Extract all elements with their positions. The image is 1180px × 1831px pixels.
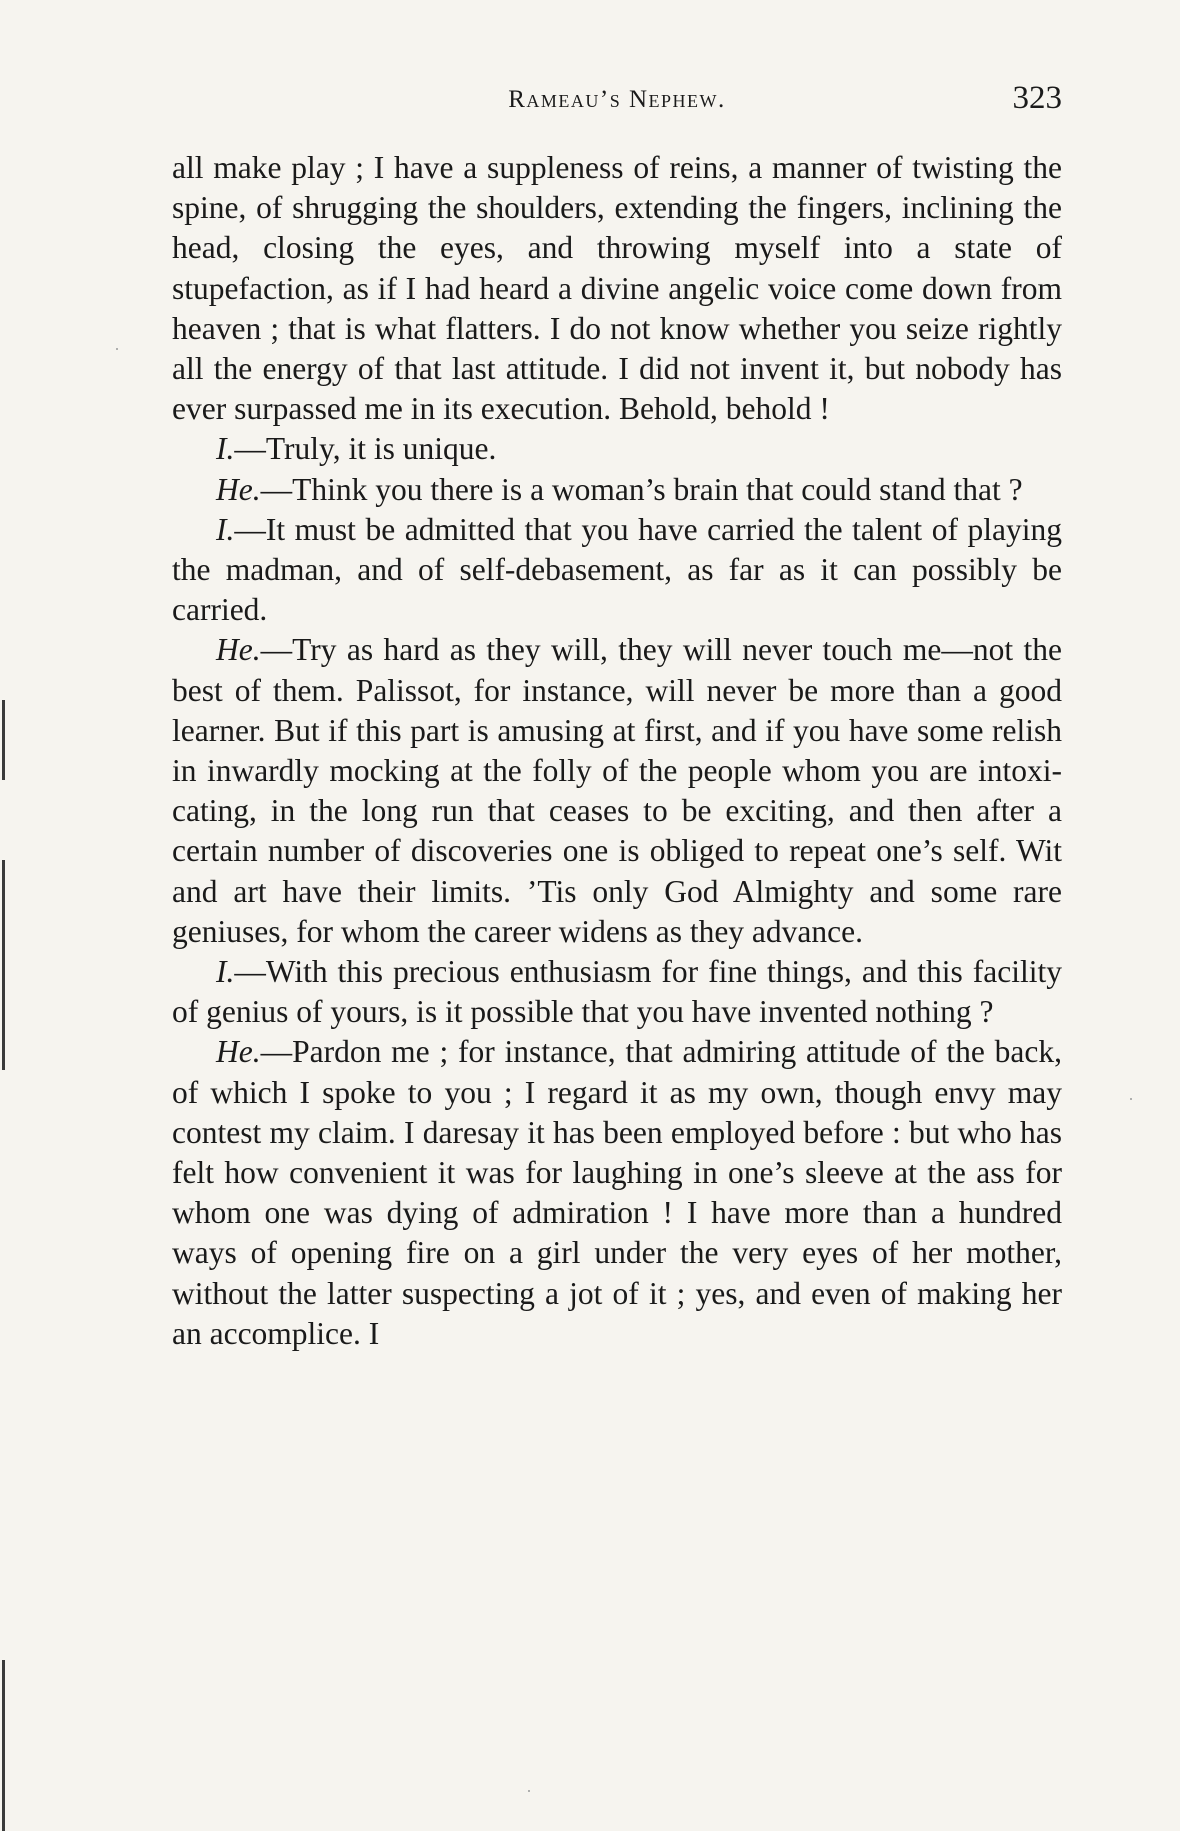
paragraph bbox=[172, 429, 1062, 469]
page-number: 323 bbox=[1012, 80, 1062, 116]
running-title: Rameau’s Nephew. bbox=[508, 86, 726, 113]
scan-edge-mark bbox=[2, 700, 5, 780]
paragraph-text: —With this precious enthusiasm for fine things, and this facility of genius of yours, is it possible that you have invented nothing ? bbox=[172, 954, 1062, 1030]
paragraph-text: —Truly, it is unique. bbox=[234, 431, 497, 467]
speaker-label: I. bbox=[216, 511, 235, 547]
paragraph-text: —Pardon me ; for instance, that admiring attitude of the back, of which I spoke to you ; I regard it as my own, though envy may contest my claim. I daresay it has been employed before : but who has felt how convenient it was for laughing in one’s sleeve at the ass for whom one was dying of admiration ! I have more than a hundred ways of opening fire on a girl under the very eyes of her mother, without the latter suspecting a jot of it ; yes, and even of making her an accomplice. I bbox=[172, 1034, 1062, 1351]
scan-speck bbox=[1130, 1098, 1132, 1100]
speaker-label: I. bbox=[216, 431, 235, 467]
speaker-label: I. bbox=[216, 954, 235, 990]
paragraph bbox=[172, 1032, 1062, 1354]
paragraph-text: —Try as hard as they will, they will never touch me—not the best of them. Palissot, for instance, will never be more than a good learner. But if this part is amusing at first, and if you have some relish in inwardly mocking at the folly of the people whom you are intoxicating, in the long run that ceases to be exciting, and then after a certain number of discoveries one is obliged to repeat one’s self. Wit and art have their limits. ’Tis only God Almighty and some rare geniuses, for whom the career widens as they advance. bbox=[172, 632, 1062, 949]
paragraph bbox=[172, 148, 1062, 429]
speaker-label: He. bbox=[216, 1034, 261, 1070]
paragraph-text: —Think you there is a woman’s brain that could stand that ? bbox=[260, 471, 1023, 507]
paragraph bbox=[172, 510, 1062, 631]
speaker-label: He. bbox=[216, 632, 261, 668]
running-head bbox=[172, 78, 1062, 118]
speaker-label: He. bbox=[216, 471, 261, 507]
paragraph bbox=[172, 952, 1062, 1032]
scan-speck bbox=[116, 348, 118, 350]
paragraph bbox=[172, 470, 1062, 510]
paragraph bbox=[172, 630, 1062, 952]
paragraph-text: all make play ; I have a suppleness of reins, a manner of twisting the spine, of shrugging the shoulders, extending the fingers, inclining the head, closing the eyes, and throwing myself into a state of stupefaction, as if I had heard a divine angelic voice come down from heaven ; that is what flatters. I do not know whether you seize rightly all the energy of that last attitude. I did not invent it, but nobody has ever surpassed me in its execution. Behold, behold ! bbox=[172, 150, 1062, 427]
paragraph-text: —It must be admitted that you have carried the talent of playing the madman, and of self-debasement, as far as it can possibly be carried. bbox=[172, 511, 1062, 628]
scan-edge-mark bbox=[2, 860, 5, 1070]
scan-edge-mark bbox=[2, 1660, 5, 1831]
scan-speck bbox=[528, 1790, 530, 1792]
body-text bbox=[172, 148, 1062, 1354]
